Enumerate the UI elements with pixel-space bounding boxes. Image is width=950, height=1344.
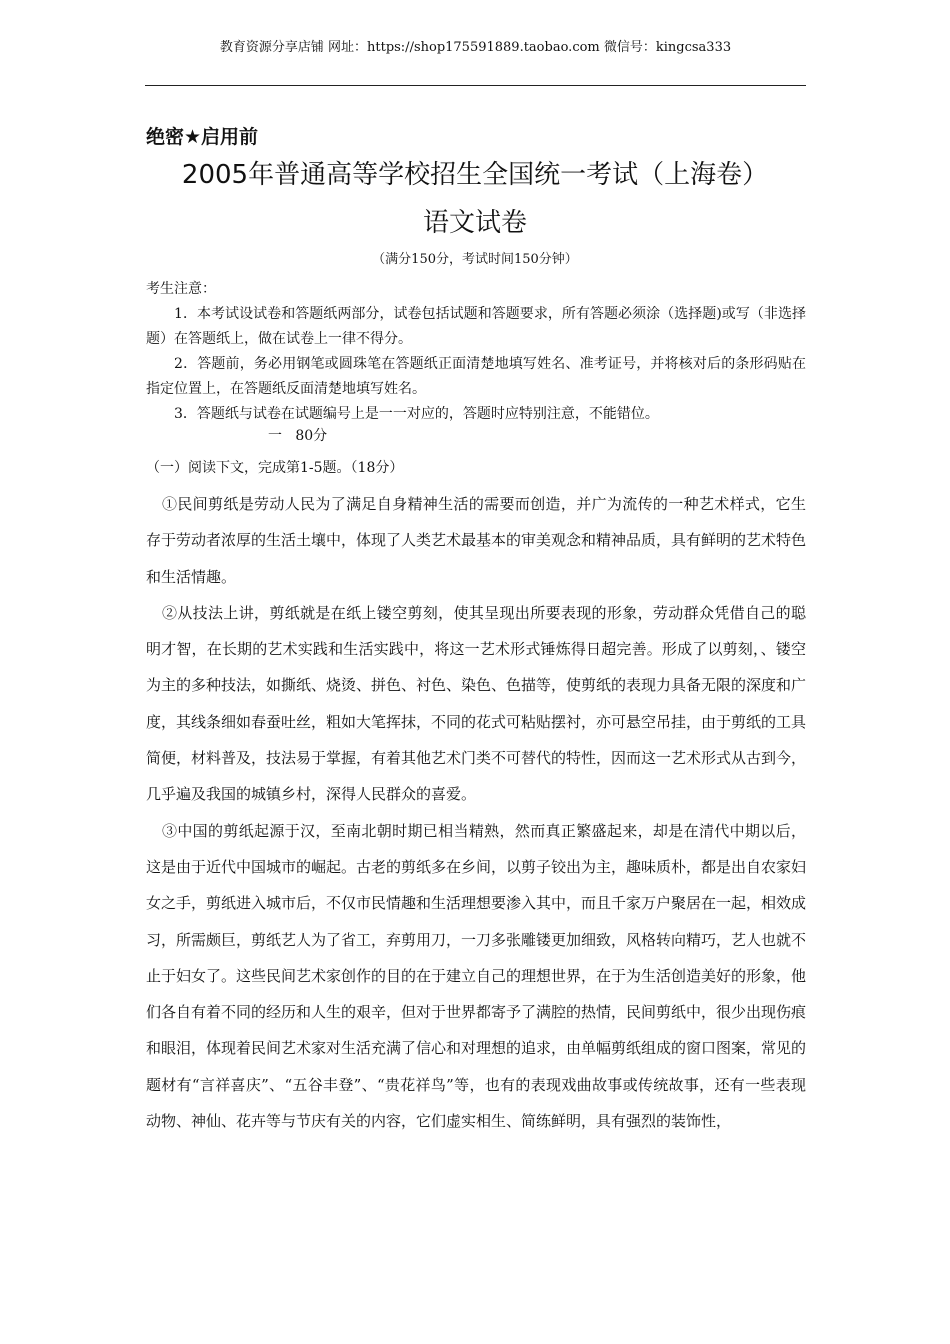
- candidate-notice: [146, 277, 806, 427]
- passage-paragraph: ①民间剪纸是劳动人民为了满足自身精神生活的需要而创造，并广为流传的一种艺术样式，它生存于劳动者浓厚的生活土壤中，体现了人类艺术最基本的审美观念和精神品质，具有鲜明的艺术特色和生活情趣。: [146, 495, 807, 586]
- page-header: 教育资源分享店铺 网址：https://shop175591889.taobao.com 微信号：kingcsa333: [219, 40, 732, 55]
- part-heading: （一）阅读下文，完成第1-5题。（18分）: [146, 460, 404, 476]
- notice-item: 2．答题前，务必用钢笔或圆珠笔在答题纸正面清楚地填写姓名、准考证号，并将核对后的条形码贴在指定位置上，在答题纸反面清楚地填写姓名。: [146, 356, 806, 397]
- secret-label: 绝密★启用前: [146, 126, 259, 148]
- notice-item: 1．本考试设试卷和答题纸两部分，试卷包括试题和答题要求，所有答题必须涂（选择题)或写（非选择题）在答题纸上，做在试卷上一律不得分。: [146, 306, 806, 347]
- passage-paragraph: ③中国的剪纸起源于汉，至南北朝时期已相当精熟，然而真正繁盛起来，却是在清代中期以后，这是由于近代中国城市的崛起。古老的剪纸多在乡间，以剪子铰出为主，趣味质朴，都是出自农家妇女之手，剪纸进入城市后，不仅市民情趣和生活理想要渗入其中，而且千家万户聚居在一起，相效成习，所需颇巨，剪纸艺人为了省工，弃剪用刀，一刀多张雕镂更加细致，风格转向精巧，艺人也就不止于妇女了。这些民间艺术家创作的目的在于建立自己的理想世界，在于为生活创造美好的形象，他们各自有着不同的经历和人生的艰辛，但对于世界都寄予了满腔的热情，民间剪纸中，很少出现伤痕和眼泪，体现着民间艺术家对生活充满了信心和对理想的追求，由单幅剪纸组成的窗口图案，常见的题材有“言祥喜庆”、“五谷丰登”、“贵花祥鸟”等，也有的表现戏曲故事或传统故事，还有一些表现动物、神仙、花卉等与节庆有关的内容，它们虚实相生、简练鲜明，具有强烈的装饰性，: [146, 821, 807, 1131]
- section-label: 一 80分: [268, 428, 328, 444]
- header-divider: [145, 85, 806, 86]
- score-time-note: （满分150分，考试时间150分钟）: [372, 252, 578, 267]
- reading-passage: [146, 486, 806, 1139]
- passage-paragraph: ②从技法上讲，剪纸就是在纸上镂空剪刻，使其呈现出所要表现的形象，劳动群众凭借自己的聪明才智，在长期的艺术实践和生活实践中，将这一艺术形式锤炼得日超完善。形成了以剪刻，、镂空为主的多种技法，如撕纸、烧烫、拼色、衬色、染色、色描等，使剪纸的表现力具备无限的深度和广度，其线条细如春蚕吐丝，粗如大笔挥抹，不同的花式可粘贴摆衬，亦可悬空吊挂，由于剪纸的工具简便，材料普及，技法易于掌握，有着其他艺术门类不可替代的特性，因而这一艺术形式从古到今，几乎遍及我国的城镇乡村，深得人民群众的喜爱。: [146, 603, 807, 804]
- exam-subtitle: 语文试卷: [422, 208, 527, 238]
- exam-title: 2005年普通高等学校招生全国统一考试（上海卷）: [181, 160, 769, 190]
- notice-title: 考生注意：: [146, 281, 216, 297]
- notice-item: 3．答题纸与试卷在试题编号上是一一对应的，答题时应特别注意，不能错位。: [174, 406, 659, 422]
